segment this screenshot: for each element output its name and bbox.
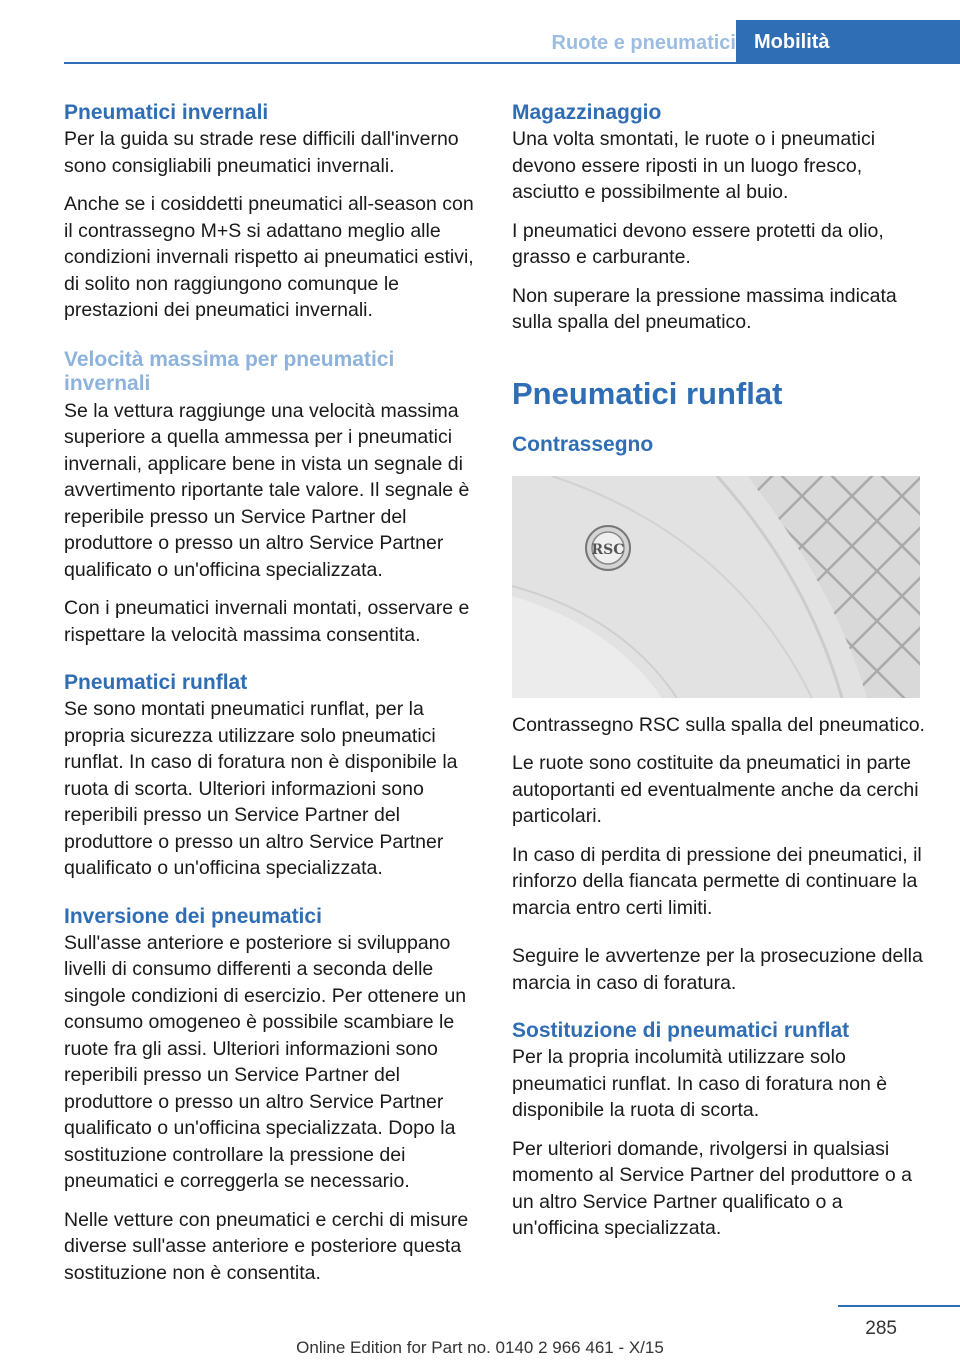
winter-tires-para-1: Per la guida su strade rese difficili dall'inverno sono consigliabili pneumatici invernali. xyxy=(64,128,459,177)
winter-tires-para-2: Anche se i cosiddetti pneumatici all-season con il contrassegno M+S si adattano meglio alle condizioni invernali rispetto ai pneumatici estivi, di solito non raggiungono comunque le prestazioni dei pneumatici invernali. xyxy=(64,193,474,321)
tire-rotation-heading: Inversione dei pneumatici xyxy=(64,904,322,928)
tire-rotation-para-1: Sull'asse anteriore e posteriore si sviluppano livelli di consumo differenti a seconda delle singole condizioni di esercizio. Per ottenere un consumo omogeneo è possibile scambiare le ruote fra gli assi. Ulteriori informazioni sono reperibili presso un Service Partner del produttore o presso un altro Service Partner qualificato o un'officina specializzata. Dopo la sostituzione controllare la pressione dei pneumatici e correggerla se necessario. xyxy=(64,931,467,1192)
header-chapter-tab: Mobilità xyxy=(736,20,960,64)
right-column xyxy=(512,100,928,1254)
replacement-heading: Sostituzione di pneumatici runflat xyxy=(512,1019,850,1042)
marking-caption: Contrassegno RSC sulla spalla del pneumatico. xyxy=(512,713,925,736)
storage-heading: Magazzinaggio xyxy=(512,101,662,124)
storage-para-3: Non superare la pressione massima indicata sulla spalla del pneumatico. xyxy=(512,284,897,333)
storage-para-1: Una volta smontati, le ruote o i pneumatici devono essere riposti in un luogo fresco, asciutto e possibilmente al buio. xyxy=(512,128,876,203)
footer-rule xyxy=(838,1305,960,1307)
max-speed-para-2: Con i pneumatici invernali montati, osservare e rispettare la velocità massima consentita. xyxy=(64,597,470,646)
runflat-main-heading: Pneumatici runflat xyxy=(512,375,783,411)
edition-footer: Online Edition for Part no. 0140 2 966 461 - X/15 xyxy=(296,1338,664,1357)
marking-para-1: Le ruote sono costituite da pneumatici in parte autoportanti ed eventualmente anche da cerchi particolari. xyxy=(512,752,919,827)
runflat-heading: Pneumatici runflat xyxy=(64,671,248,694)
header-section-title: Ruote e pneumatici xyxy=(551,32,736,54)
max-speed-para-1: Se la vettura raggiunge una velocità massima superiore a quella ammessa per i pneumatici invernali, applicare bene in vista un segnale di avvertimento riportante tale valore. Il segnale è reperibile presso un Service Partner del produttore o presso un altro Service Partner qualificato o un'officina specializzata. xyxy=(64,399,470,581)
max-speed-heading: Velocità massima per pneumatici invernali xyxy=(64,347,395,395)
page-number: 285 xyxy=(865,1318,897,1339)
marking-heading: Contrassegno xyxy=(512,432,654,456)
tire-sidewall-rsc-illustration xyxy=(512,476,920,698)
replacement-para-1: Per la propria incolumità utilizzare solo pneumatici runflat. In caso di foratura non è disponibile la ruota di scorta. xyxy=(512,1046,888,1121)
tire-rotation-para-2: Nelle vetture con pneumatici e cerchi di misure diverse sull'asse anteriore e posteriore questa sostituzione non è consentita. xyxy=(64,1208,469,1284)
storage-para-2: I pneumatici devono essere protetti da olio, grasso e carburante. xyxy=(512,219,884,268)
rsc-logo-text: RSC xyxy=(591,541,625,558)
winter-tires-heading: Pneumatici invernali xyxy=(64,101,269,124)
runflat-para-1: Se sono montati pneumatici runflat, per la propria sicurezza utilizzare solo pneumatici runflat. In caso di foratura non è disponibile la ruota di scorta. Ulteriori informazioni sono reperibili presso un Service Partner del produttore o presso un altro Service Partner qualificato o un'officina specializzata. xyxy=(64,698,458,879)
replacement-para-2: Per ulteriori domande, rivolgersi in qualsiasi momento al Service Partner del produttore o a un altro Service Partner qualificato o a un'officina specializzata. xyxy=(512,1137,912,1239)
marking-para-2: In caso di perdita di pressione dei pneumatici, il rinforzo della fiancata permette di continuare la marcia entro certi limiti. xyxy=(512,843,922,919)
left-column xyxy=(64,100,480,1298)
marking-para-3: Seguire le avvertenze per la prosecuzione della marcia in caso di foratura. xyxy=(512,945,923,994)
